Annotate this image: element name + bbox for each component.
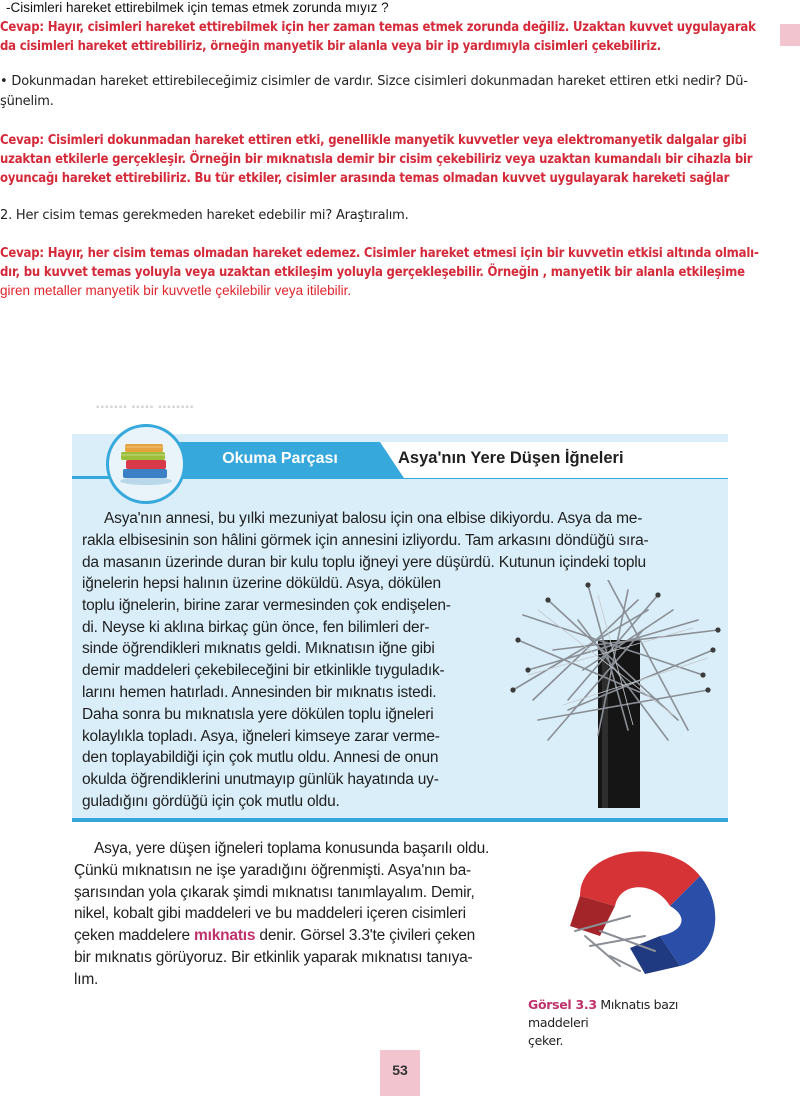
question-2-line: • Dokunmadan hareket ettirebileceğimiz cisimler de vardır. Sizce cisimleri dokunmadan hareket ettiren etki nedir? Dü- — [0, 74, 748, 89]
body-line — [74, 925, 534, 947]
reading-line: guladığını gördüğü için çok mutlu oldu. — [82, 792, 340, 810]
margin-tab — [780, 24, 800, 46]
answer-2-line: Cevap: Cisimleri dokunmadan hareket ettiren etki, genellikle manyetik kuvvetler veya elektromanyetik dalgalar gibi — [0, 133, 747, 148]
top-question: -Cisimleri hareket ettirebilmek için temas etmek zorunda mıyız ? — [6, 0, 389, 15]
reading-line: sinde öğrendikleri mıknatıs geldi. Mıknatısın iğne gibi — [82, 640, 435, 658]
books-icon — [106, 424, 186, 504]
reading-line: di. Neyse ki aklına birkaç gün önce, fen bilimleri der- — [82, 618, 430, 636]
page-number: 53 — [392, 1062, 408, 1078]
body-line: şarısından yola çıkarak şimdi mıknatısı tanımlayalım. Demir, — [74, 883, 475, 901]
body-line: bir mıknatıs görüyoruz. Bir etkinlik yaparak mıknatısı tanıya- — [74, 948, 473, 966]
reading-line: toplu iğnelerin, birine zarar vermesinden çok endişelen- — [82, 596, 451, 614]
reading-line: iğnelerin hepsi halının üzerine döküldü. Asya, dökülen — [82, 575, 441, 592]
faded-background-text: ▪▪▪▪▪▪▪ ▪▪▪▪▪ ▪▪▪▪▪▪▪▪ — [96, 402, 195, 413]
figure-caption — [528, 996, 738, 1050]
answer-3-last-line: giren metaller manyetik bir kuvvetle çekilebilir veya itilebilir. — [0, 283, 352, 298]
question-2-line: şünelim. — [0, 94, 54, 109]
body-text: denir. Görsel 3.3'te çivileri çeken — [255, 927, 476, 945]
answer-3-line: dır, bu kuvvet temas yoluyla veya uzaktan etkileşim yoluyla gerçekleşebilir. Örneğin , manyetik bir alanla etkileşime — [0, 265, 745, 280]
reading-line: demir maddeleri çekebileceğini bir etkinlikle tıyguladık- — [82, 662, 445, 680]
reading-paragraph-top — [82, 508, 722, 573]
body-text: çeken maddelere — [74, 927, 195, 945]
reading-line: kolaylıkla topladı. Asya, iğneleri kimseye zarar verme- — [82, 727, 440, 745]
reading-title: Asya'nın Yere Düşen İğneleri — [398, 449, 624, 467]
answer-2-line: uzaktan etkilerle gerçekleşir. Örneğin bir mıknatısla demir bir cisim çekebiliriz veya uzaktan kumandalı bir cihazla bir — [0, 152, 753, 167]
answer-3 — [0, 244, 790, 282]
caption-line — [528, 996, 738, 1032]
body-line: Çünkü mıknatısın ne işe yaradığını öğrenmişti. Asya'nın ba- — [74, 861, 471, 879]
reading-label: Okuma Parçası — [222, 450, 338, 467]
horseshoe-magnet-image — [560, 836, 730, 976]
reading-line: da masanın üzerinde duran bir kulu toplu iğneyi yere düşürdü. Kutunun içindeki toplu — [82, 553, 646, 571]
caption-text: Mıknatıs bazı maddeleri — [528, 997, 679, 1030]
answer-2-line: oyuncağı hareket ettirebiliriz. Bu tür etkiler, cisimler arasında temas olmadan kuvvet uygulayarak hareketi sağlar — [0, 171, 730, 186]
reading-line: larını hemen hatırladı. Annesinden bir mıknatıs istedi. — [82, 683, 437, 701]
reading-paragraph-narrow — [82, 573, 502, 813]
reading-box-bottom-border — [72, 818, 728, 822]
answer-1-line: Cevap: Hayır, cisimleri hareket ettirebilmek için her zaman temas etmek zorunda değiliz. Uzaktan kuvvet uygulayarak — [0, 20, 756, 35]
question-2 — [0, 72, 790, 112]
body-paragraph — [74, 838, 534, 991]
answer-2 — [0, 131, 790, 188]
caption-line-2: çeker. — [528, 1033, 564, 1048]
reading-line: rakla elbisesinin son hâlini görmek için annesini izliyordu. Tam arkasını döndüğü sıra- — [82, 531, 649, 549]
answer-1 — [0, 18, 780, 56]
reading-line: okulda öğrendiklerini unutmayıp günlük hayatında uy- — [82, 771, 439, 789]
body-line: lım. — [74, 970, 99, 988]
reading-line: Asya'nın annesi, bu yılki mezuniyat balosu için ona elbise dikiyordu. Asya da me- — [104, 510, 643, 527]
body-line: Asya, yere düşen iğneleri toplama konusunda başarılı oldu. — [94, 840, 490, 857]
body-line: nikel, kobalt gibi maddeleri ve bu maddeleri içeren cisimleri — [74, 905, 466, 923]
answer-3-line: Cevap: Hayır, her cisim temas olmadan hareket edemez. Cisimler hareket etmesi için bir kuvvetin etkisi altında olmalı- — [0, 246, 759, 261]
caption-label: Görsel 3.3 — [528, 997, 597, 1012]
keyword-miknatis: mıknatıs — [194, 927, 256, 945]
reading-line: den toplayabildiği için çok mutlu oldu. Annesi de onun — [82, 749, 439, 767]
question-3: 2. Her cisim temas gerekmeden hareket edebilir mi? Araştıralım. — [0, 208, 409, 223]
answer-1-line: da cisimleri hareket ettirebiliriz, örneğin manyetik bir alanla veya bir ip yardımıyla cisimleri çekebiliriz. — [0, 39, 661, 54]
reading-line: Daha sonra bu mıknatısla yere dökülen toplu iğneleri — [82, 705, 434, 723]
magnet-pins-image — [508, 580, 723, 810]
